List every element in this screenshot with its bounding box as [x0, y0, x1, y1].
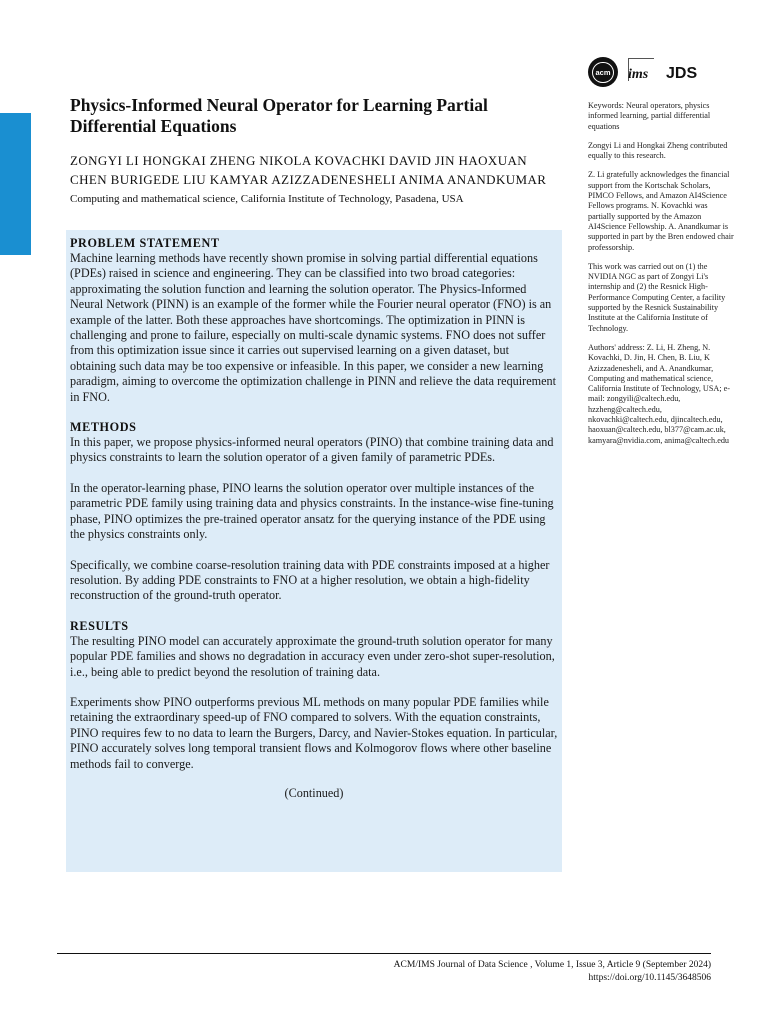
problem-text: Machine learning methods have recently shown promise in solving partial differential equations (PDEs) raised in science and engineering. They can be classified into two broad categories: approximating the solution function and learning the solution operator. The Physics-Informed Neural Network (PINN) is an example of the former while the Fourier neural operator (FNO) is an example of the latter. Both these approaches have shortcomings. The optimization in PINN is challenging and prone to failure, especially on multi-scale dynamic systems. FNO does not suffer from this optimization issue since it carries out supervised learning on a given dataset, but obtaining such data may be too expensive or infeasible. In this paper, we consider a new learning paradigm, aiming to overcome the optimization challenge in PINN and relieve the data requirement in FNO. [70, 251, 556, 404]
results-heading: RESULTS [70, 618, 129, 633]
doi-link[interactable]: https://doi.org/10.1145/3648506 [588, 972, 711, 983]
methods-paragraph: Specifically, we combine coarse-resolution training data with PDE constraints imposed at a higher resolution. By adding PDE constraints to FNO at a higher resolution, we obtain a high-fidelity reconstruction of the ground-truth operator. [70, 557, 550, 603]
equal-contribution-note: Zongyi Li and Hongkai Zheng contributed equally to this research. [588, 140, 728, 161]
footer-rule [57, 953, 711, 954]
abstract-box [66, 230, 562, 872]
journal-citation: ACM/IMS Journal of Data Science , Volume 1, Issue 3, Article 9 (September 2024) [393, 960, 711, 970]
methods-paragraph: In this paper, we propose physics-informed neural operators (PINO) that combine training data and physics constraints to learn the solution operator of a given family of parametric PDEs. [70, 435, 554, 465]
sidebar-notes [588, 101, 736, 455]
compute-note: This work was carried out on (1) the NVIDIA NGC as part of Zongyi Li's internship and (2) the Resnick High-Performance Computing Center, a facility supported by the Resnick Sustainability Institute at the California Institute of Technology. [588, 261, 726, 333]
methods-heading: METHODS [70, 420, 137, 435]
author-block [70, 152, 560, 209]
address-note: Authors' address: Z. Li, H. Zheng, N. Kovachki, D. Jin, H. Chen, B. Liu, K Azizzadenesheli, and A. Anandkumar, Computing and mathematical science, California Institute of Technology, USA; e-mail: zongyili@caltech.edu, hzzheng@caltech.edu, nkovachki@caltech.edu, djincaltech.edu, haoxuan@caltech.edu, bl377@cam.ac.uk, kamyara@nvidia.com, anima@caltech.edu [588, 342, 730, 445]
side-tab-label: Rese [9, 254, 24, 285]
keywords-note: Keywords: Neural operators, physics informed learning, partial differential equations [588, 101, 711, 131]
section-side-tab [0, 113, 31, 285]
ims-logo: ims [628, 67, 649, 82]
problem-heading: PROBLEM STATEMENT [70, 236, 220, 250]
results-paragraph: The resulting PINO model can accurately approximate the ground-truth solution operator for many popular PDE families and shows no degradation in accuracy even under zero-shot super-resolution, i.e., being able to predict beyond the resolution of training data. [70, 633, 555, 679]
publisher-logos [588, 57, 718, 87]
acm-logo: acm [588, 57, 618, 87]
methods-paragraph: In the operator-learning phase, PINO learns the solution operator over multiple instances of the parametric PDE family using training data and physics constraints. In the instance-wise fine-tuning phase, PINO optimizes the pre-trained operator ansatz for the querying instance of the PDE using the physics constraints only. [70, 480, 554, 542]
jds-logo: JDS [666, 65, 698, 82]
author-names: ZONGYI LI HONGKAI ZHENG NIKOLA KOVACHKI DAVID JIN HAOXUAN CHEN BURIGEDE LIU KAMYAR AZIZZADENESHELI ANIMA ANANDKUMAR [70, 153, 547, 187]
funding-note: Z. Li gratefully acknowledges the financial support from the Kortschak Scholars, PIMCO Fellows, and Amazon AI4Science Fellows programs. N. Kovachki was partially supported by the Amazon AI4Science Fellowship. A. Anandkumar is supported in part by the Bren endowed chair professorship. [588, 170, 734, 252]
page-footer [394, 959, 711, 984]
author-affiliation: Computing and mathematical science, California Institute of Technology, Pasadena, USA [70, 193, 464, 205]
results-paragraph: Experiments show PINO outperforms previous ML methods on many popular PDE families while retaining the extraordinary speed-up of FNO compared to solvers. With the equation constraints, PINO requires few to no data to learn the Burgers, Darcy, and Navier-Stokes equation. In particular, PINO accurately solves long temporal transient flows and Kolmogorov flows where other baseline methods fail to converge. [70, 694, 558, 771]
paper-title: Physics-Informed Neural Operator for Learning Partial Differential Equations [70, 95, 488, 136]
continued-label: (Continued) [284, 785, 344, 800]
